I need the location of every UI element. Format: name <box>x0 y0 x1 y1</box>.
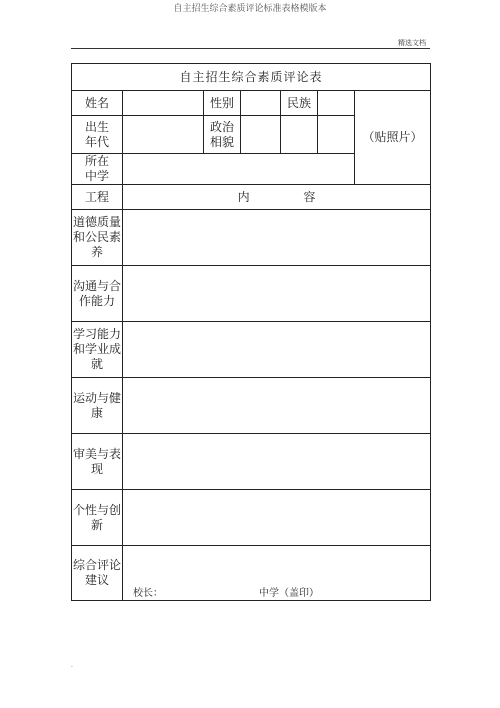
political-field[interactable] <box>241 116 281 154</box>
item-content-learning[interactable] <box>123 322 431 378</box>
item-label-line: 和公民素 <box>72 230 121 244</box>
summary-label-line2: 建议 <box>84 573 109 587</box>
political-label-line2: 相貌 <box>209 134 234 149</box>
header-rule <box>71 48 430 49</box>
school-label-line1: 所在 <box>84 154 109 168</box>
school-seal-label: 中学（盖印） <box>259 588 319 599</box>
ethnicity-field[interactable] <box>318 91 355 116</box>
principal-signature-label: 校长： <box>133 588 163 599</box>
form-title: 自主招生综合素质评论表 <box>72 64 431 91</box>
item-label-line: 学习能力 <box>72 327 121 341</box>
item-label-personality <box>72 490 123 546</box>
birth-label-line1: 出生 <box>84 119 109 134</box>
item-content-personality[interactable] <box>123 490 431 546</box>
project-header: 工程 <box>72 185 123 210</box>
birth-label <box>72 116 123 154</box>
item-content-sports[interactable] <box>123 378 431 434</box>
birth-label-line2: 年代 <box>84 134 109 149</box>
document-tag: 精选文档 <box>398 39 426 47</box>
gender-field[interactable] <box>241 91 281 116</box>
item-label-line: 和学业成 <box>72 342 121 356</box>
gender-label: 性别 <box>204 91 241 116</box>
political-label <box>204 116 241 154</box>
item-label-communication <box>72 266 123 322</box>
ethnicity-label: 民族 <box>281 91 318 116</box>
school-label-line2: 中学 <box>84 169 109 183</box>
item-label-line: 作能力 <box>78 293 115 308</box>
summary-content[interactable] <box>123 546 431 601</box>
item-label-learning <box>72 322 123 378</box>
summary-label <box>72 546 123 601</box>
item-label-morality <box>72 210 123 266</box>
summary-label-line1: 综合评论 <box>72 558 121 572</box>
document-title: 自主招生综合素质评论标准表格模版本 <box>173 4 327 14</box>
item-label-line: 养 <box>90 245 103 259</box>
item-label-line: 沟通与合 <box>72 278 121 293</box>
item-label-sports <box>72 378 123 434</box>
content-header <box>123 185 431 210</box>
item-label-aesthetics <box>72 434 123 490</box>
item-label-line: 审美与表 <box>72 446 121 461</box>
item-label-line: 康 <box>90 405 103 420</box>
item-label-line: 新 <box>90 517 103 532</box>
political-label-line1: 政治 <box>209 119 234 134</box>
photo-box[interactable]: （贴照片） <box>355 91 431 185</box>
extra-field-2[interactable] <box>318 116 355 154</box>
content-header-char2: 容 <box>303 189 316 204</box>
birth-field[interactable] <box>123 116 204 154</box>
name-label: 姓名 <box>72 91 123 116</box>
school-label <box>72 154 123 185</box>
item-label-line: 现 <box>90 461 103 476</box>
evaluation-form <box>71 63 431 601</box>
item-content-aesthetics[interactable] <box>123 434 431 490</box>
footer-mark: . <box>71 662 73 669</box>
item-label-line: 道德质量 <box>72 215 121 229</box>
item-content-communication[interactable] <box>123 266 431 322</box>
school-field[interactable] <box>123 154 355 185</box>
item-label-line: 就 <box>90 357 103 371</box>
item-label-line: 个性与创 <box>72 502 121 517</box>
extra-field-1[interactable] <box>281 116 318 154</box>
name-field[interactable] <box>123 91 204 116</box>
content-header-char1: 内 <box>237 189 250 204</box>
item-label-line: 运动与健 <box>72 390 121 405</box>
item-content-morality[interactable] <box>123 210 431 266</box>
